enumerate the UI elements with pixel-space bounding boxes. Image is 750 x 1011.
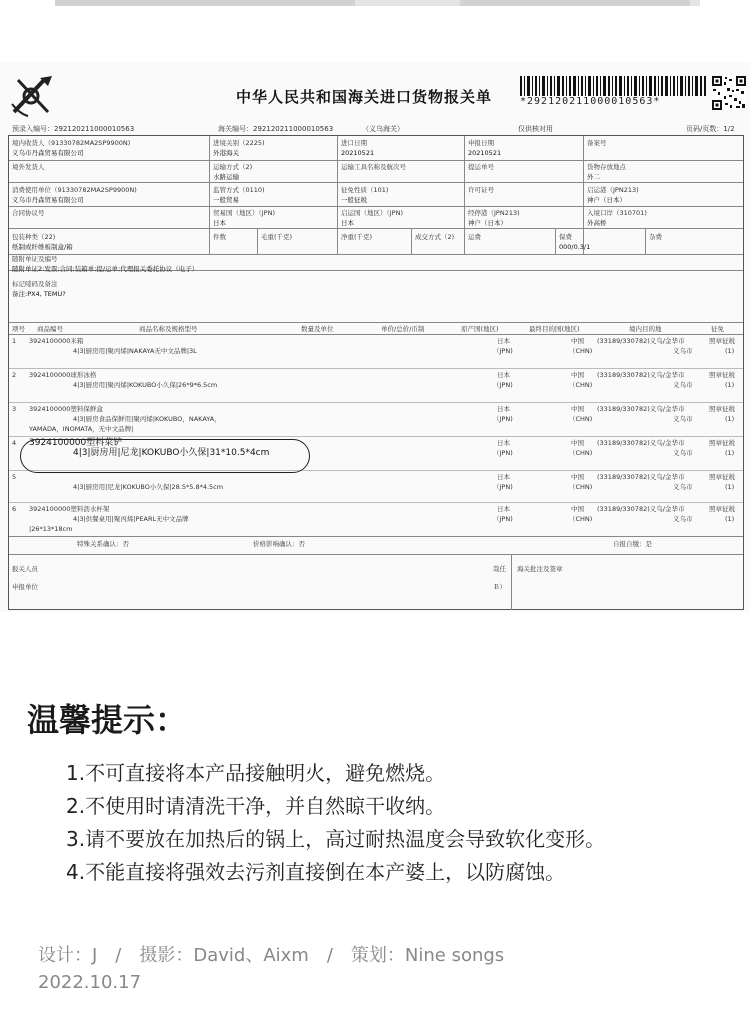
price-impact: 价格影响确认：否: [253, 540, 305, 548]
pre-entry-number: 预录入编号：292120211000010563: [12, 125, 135, 133]
net-weight-field: 净重(千克): [341, 233, 373, 241]
item-origin: 日本: [497, 505, 510, 513]
item-exempt-2: (1): [725, 483, 735, 491]
item-place-2: 义乌市: [673, 347, 693, 355]
top-scroll-bar: [55, 0, 700, 6]
col-name: 商品名称及规格型号: [139, 325, 198, 333]
item-spec: 4|3|厨房用|尼龙|KOKUBO小久保|31*10.5*4cm: [73, 448, 270, 458]
declare-date-field: 申报日期 20210521: [468, 139, 502, 157]
item-origin-code: （JPN): [493, 449, 513, 457]
item-place: (33189/330782)义乌/金华市: [597, 405, 685, 413]
item-exempt: 照章征税: [709, 439, 735, 447]
item-origin-code: （JPN): [493, 347, 513, 355]
item-place: (33189/330782)义乌/金华市: [597, 337, 685, 345]
item-dest: 中国: [571, 439, 584, 447]
top-bar-segment: [460, 0, 690, 6]
item-origin-code: （JPN): [493, 415, 513, 423]
credits-line: 设计：J / 摄影：David、Aixm / 策划：Nine songs: [38, 945, 505, 966]
item-spec: 4|3|供餐桌用|聚丙烯|PEARL无中文品牌: [73, 515, 189, 523]
supervision-field: 监管方式（0110) 一般贸易: [213, 186, 265, 204]
highlight-oval: [20, 439, 310, 473]
bill-field: 提运单号: [468, 163, 494, 171]
depart-port-field: 启运港（JPN213) 神户（日本）: [587, 186, 639, 204]
marks-field: 标记唛码及备注 备注:PX4, TEMU?: [12, 280, 66, 298]
item-exempt: 照章征税: [709, 371, 735, 379]
barcode-icon: [520, 76, 706, 96]
barcode-number: *29212021100001056​3*: [520, 96, 661, 107]
item-exempt: 照章征税: [709, 473, 735, 481]
col-code: 商品编号: [37, 325, 63, 333]
declarant-label: 报关人员: [12, 565, 38, 573]
item-dest-code: （CHN): [569, 449, 593, 457]
tax-field: 征免性质（101) 一般征税: [341, 186, 389, 204]
item-seq: 1: [12, 337, 17, 345]
item-seq: 6: [12, 505, 17, 513]
item-spec: 4|3|厨房食品保鲜用|聚丙烯|KOKUBO，NAKAYA，: [73, 415, 221, 423]
item-origin-code: （JPN): [493, 483, 513, 491]
item-exempt-2: (1): [725, 415, 735, 423]
item-place-2: 义乌市: [673, 483, 693, 491]
remark-a: 哉任: [493, 565, 506, 573]
docs-field: 随附单证及编号 随附单证2:发票;合同;装箱单;提/运单;代理报关委托协议（电子）: [12, 255, 199, 273]
item-origin-code: （JPN): [493, 381, 513, 389]
item-code: 3924100000塑料保鲜盒: [29, 405, 103, 413]
item-place-2: 义乌市: [673, 515, 693, 523]
origin-country-field: 启运国（地区）（JPN) 日本: [341, 209, 403, 227]
tip-line-3: 3.请不要放在加热后的锅上，高过耐热温度会导致软化变形。: [66, 827, 606, 851]
entry-port-field: 进境关别（2225) 外港海关: [213, 139, 265, 157]
item-code: 3924100000塑料菜铲: [29, 438, 123, 448]
page-number: 页码/页数：1/2: [686, 125, 735, 133]
declaration-form: [8, 135, 744, 610]
item-code: 3924100000米箱: [29, 337, 84, 345]
consignee-field: 境内收货人（91330782MA2SP9900N) 义乌市丹森贸易有限公司: [12, 139, 131, 157]
item-place: (33189/330782)义乌/金华市: [597, 439, 685, 447]
item-dest-code: （CHN): [569, 415, 593, 423]
item-spec: 4|3|厨房用|聚丙烯|NAKAYA无中文品牌|3L: [73, 347, 197, 355]
item-seq: 2: [12, 371, 17, 379]
item-code: 3924100000塑料沥水杯架: [29, 505, 110, 513]
vessel-field: 运输工具名称及航次号: [341, 163, 406, 171]
top-bar-segment: [55, 0, 355, 6]
item-code: 3924100000球形冰格: [29, 371, 97, 379]
item-dest-code: （CHN): [569, 381, 593, 389]
item-dest: 中国: [571, 337, 584, 345]
col-price: 单价/总价/币制: [381, 325, 425, 333]
item-origin: 日本: [497, 405, 510, 413]
item-seq: 5: [12, 473, 17, 481]
item-place-2: 义乌市: [673, 415, 693, 423]
col-dest-place: 境内目的地: [629, 325, 662, 333]
col-origin: 原产国(地区): [461, 325, 499, 333]
col-qty: 数量及单位: [301, 325, 334, 333]
customs-emblem-icon: [8, 74, 58, 118]
misc-fee-field: 杂费: [649, 233, 662, 241]
item-dest-code: （CHN): [569, 483, 593, 491]
col-seq: 项号: [12, 325, 25, 333]
item-exempt: 照章征税: [709, 405, 735, 413]
user-field: 消费使用单位（91330782MA2SP9900N) 义乌市丹森贸易有限公司: [12, 186, 137, 204]
item-dest-code: （CHN): [569, 347, 593, 355]
customs-number: 海关编号：292120211000010563: [218, 125, 334, 133]
insurance-field: 保费 000/0.3/1: [559, 233, 591, 251]
for-checking-note: 仅供核对用: [518, 125, 553, 133]
import-date-field: 进口日期 20210521: [341, 139, 375, 157]
item-dest-code: （CHN): [569, 515, 593, 523]
item-place: (33189/330782)义乌/金华市: [597, 473, 685, 481]
item-place: (33189/330782)义乌/金华市: [597, 371, 685, 379]
license-field: 许可证号: [468, 186, 494, 194]
shipper-field: 境外发货人: [12, 163, 45, 171]
tips-title: 温馨提示：: [27, 701, 188, 739]
credits-date: 2022.10.17: [38, 972, 142, 993]
item-place-2: 义乌市: [673, 381, 693, 389]
contract-field: 合同协议号: [12, 209, 45, 217]
item-origin: 日本: [497, 371, 510, 379]
item-seq: 4: [12, 439, 17, 447]
pieces-field: 件数: [213, 233, 226, 241]
item-exempt-2: (1): [725, 449, 735, 457]
qr-code-icon: [712, 76, 746, 110]
declare-unit-label: 申报单位: [12, 583, 38, 591]
item-dest: 中国: [571, 371, 584, 379]
item-origin: 日本: [497, 337, 510, 345]
item-dest: 中国: [571, 405, 584, 413]
tip-line-2: 2.不使用时请清洗干净，并自然晾干收纳。: [66, 794, 446, 818]
item-exempt-2: (1): [725, 515, 735, 523]
item-seq: 3: [12, 405, 17, 413]
package-field: 包装种类（22) 纸制或纤维板制盒/箱: [12, 233, 73, 251]
storage-field: 货物存放地点 外二: [587, 163, 626, 181]
declaration-title: 中华人民共和国海关进口货物报关单: [236, 88, 493, 106]
transit-port-field: 经停港（JPN213) 神户（日本）: [468, 209, 520, 227]
special-relation: 特殊关系确认：否: [77, 540, 129, 548]
gross-weight-field: 毛重(千克): [261, 233, 293, 241]
freight-field: 运费: [468, 233, 481, 241]
item-exempt: 照章征税: [709, 505, 735, 513]
item-dest: 中国: [571, 505, 584, 513]
item-origin: 日本: [497, 439, 510, 447]
item-origin-code: （JPN): [493, 515, 513, 523]
item-spec: 4|3|厨房用|尼龙|KOKUBO小久保|28.5*5.8*4.5cm: [73, 483, 224, 491]
self-pay: 自报自缴：是: [613, 540, 652, 548]
record-no-field: 备案号: [587, 139, 607, 147]
item-spec-2: YAMADA，INOMATA，无中文品牌|: [29, 425, 134, 433]
item-place-2: 义乌市: [673, 449, 693, 457]
customs-office: （义乌海关）: [362, 125, 404, 133]
transport-field: 运输方式（2) 水路运输: [213, 163, 253, 181]
trade-country-field: 贸易国（地区）（JPN) 日本: [213, 209, 275, 227]
item-exempt-2: (1): [725, 381, 735, 389]
tip-line-1: 1.不可直接将本产品接触明火，避免燃烧。: [66, 761, 446, 785]
entry-place-field: 入境口岸（310701) 外高桥: [587, 209, 647, 227]
item-spec-2: |26*13*18cm: [29, 525, 73, 533]
col-dest-country: 最终目的国(地区): [529, 325, 580, 333]
item-origin: 日本: [497, 473, 510, 481]
item-exempt: 照章征税: [709, 337, 735, 345]
item-place: (33189/330782)义乌/金华市: [597, 505, 685, 513]
deal-method-field: 成交方式（2): [415, 233, 455, 241]
item-exempt-2: (1): [725, 347, 735, 355]
customs-remark-label: 海关批注及签章: [517, 565, 563, 573]
item-dest: 中国: [571, 473, 584, 481]
tip-line-4: 4.不能直接将强效去污剂直接倒在本产婆上，以防腐蚀。: [66, 860, 566, 884]
col-exempt: 征免: [711, 325, 724, 333]
item-spec: 4|3|厨房用|聚丙烯|KOKUBO小久保|26*9*6.5cm: [73, 381, 218, 389]
remark-b: Ｂ）: [493, 583, 506, 591]
